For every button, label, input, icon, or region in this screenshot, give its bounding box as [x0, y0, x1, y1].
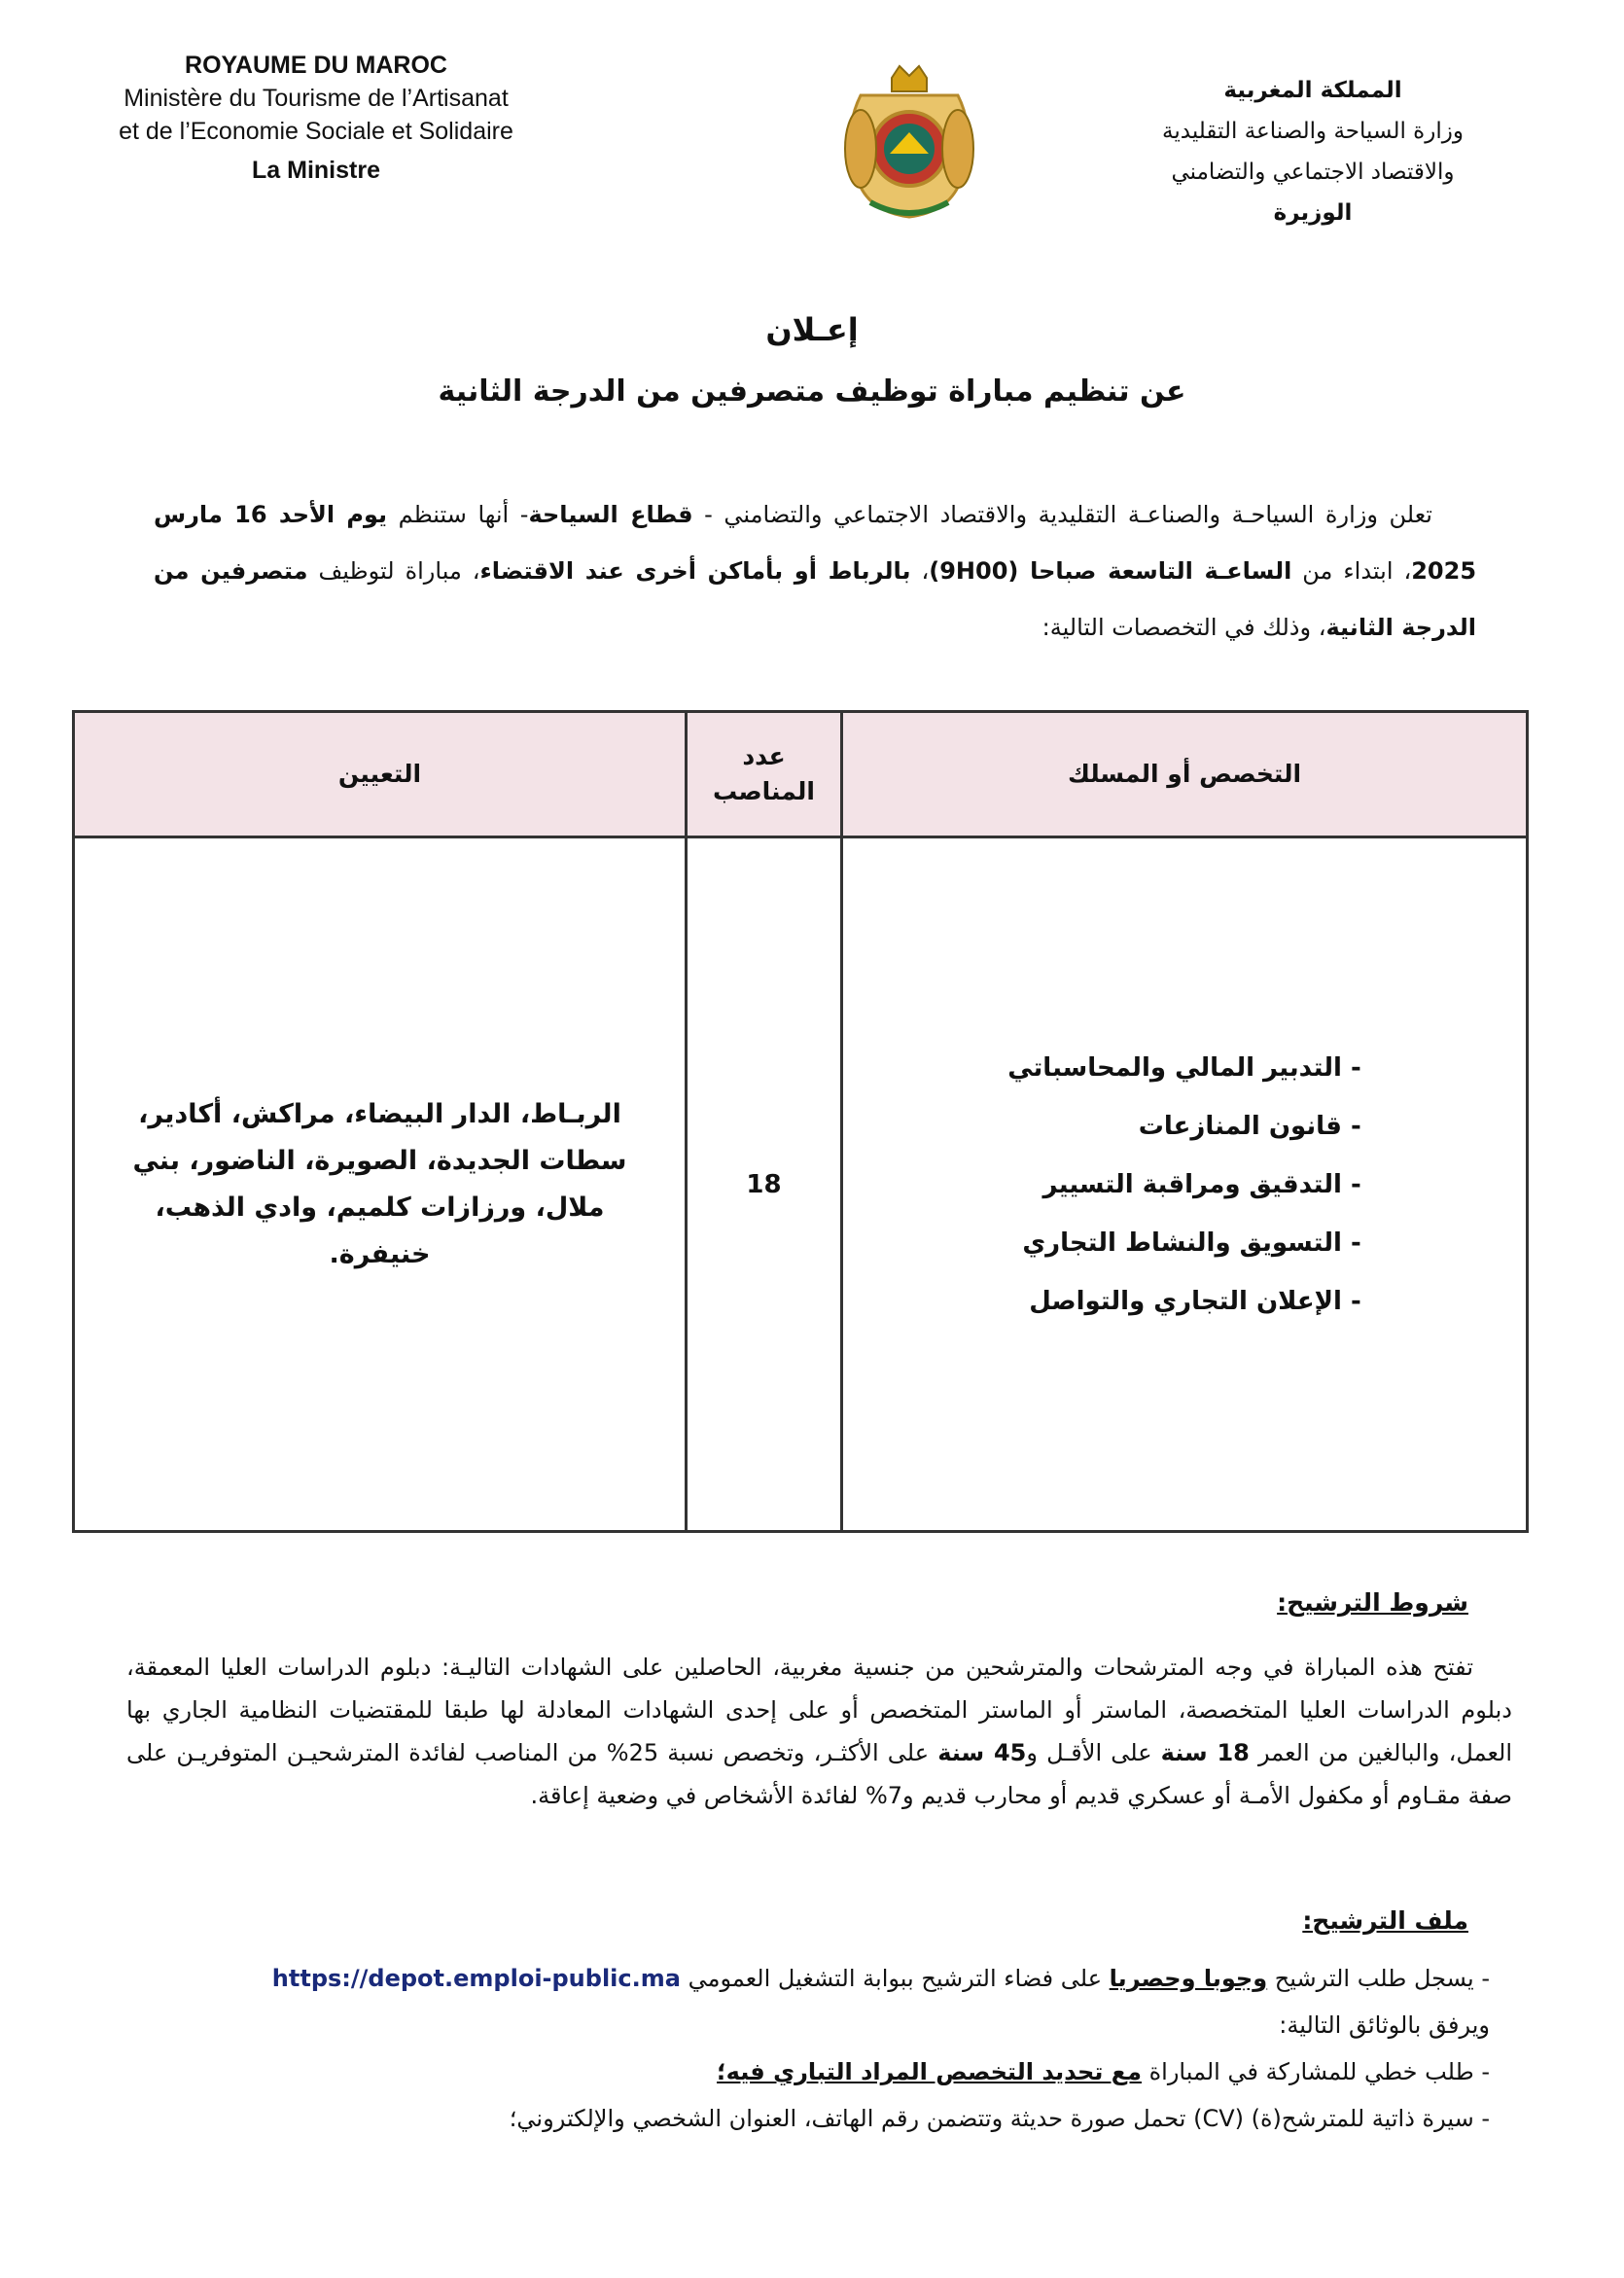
positions-table: [72, 710, 1529, 1533]
announcement-title: إعـلان: [765, 311, 859, 348]
assignment-cities: الربـاط، الدار البيضاء، مراكش، أكادير، سطات الجديدة، الصويرة، الناضور، بني ملال، ورزازات كلميم، وادي الذهب، خنيفرة.: [74, 837, 687, 1532]
kingdom-label-fr: ROYAUME DU MAROC: [185, 52, 447, 79]
conditions-paragraph: [126, 1646, 1512, 1817]
specialty-emphasis: مع تحديد التخصص المراد التباري فيه؛: [717, 2058, 1142, 2085]
file-line-3-text: - طلب خطي للمشاركة في المباراة: [1141, 2058, 1490, 2085]
intro-time: الساعـة التاسعة صباحا (9H00): [929, 557, 1292, 585]
specialty-item: - قانون المنازعات: [1138, 1111, 1361, 1141]
conditions-title: شروط الترشيح:: [1277, 1588, 1468, 1617]
intro-paragraph: [154, 486, 1476, 656]
file-line-3: [97, 2048, 1490, 2095]
intro-text-3: ، ابتداء من: [1291, 557, 1412, 585]
header-left-block: [88, 49, 545, 187]
conditions-text-2: على الأقـل و: [1026, 1739, 1161, 1766]
ministry-line2-ar: والاقتصاد الاجتماعي والتضامني: [1171, 160, 1455, 185]
mandatory-emphasis: وجوبا وحصريا: [1109, 1965, 1268, 1992]
age-max: 45 سنة: [937, 1739, 1027, 1766]
specialty-item: - الإعلان التجاري والتواصل: [1029, 1286, 1361, 1316]
header-right-block: [1109, 70, 1517, 233]
specialty-item: - التدقيق ومراقبة التسيير: [1042, 1169, 1361, 1199]
portal-link[interactable]: https://depot.emploi-public.ma: [271, 1965, 681, 1992]
table-header-row: [74, 712, 1528, 837]
intro-text-1: تعلن وزارة السياحـة والصناعـة التقليدية والاقتصاد الاجتماعي والتضامني -: [692, 501, 1432, 528]
header-assignment: التعيين: [74, 712, 687, 837]
table-row: [74, 837, 1528, 1532]
file-line-1-text-a: - يسجل طلب الترشيح: [1267, 1965, 1490, 1992]
specialty-item: - التسويق والنشاط التجاري: [1022, 1228, 1361, 1258]
intro-sector: قطاع السياحة: [528, 501, 693, 528]
ministry-line1-ar: وزارة السياحة والصناعة التقليدية: [1162, 119, 1464, 144]
header-specialty: التخصص أو المسلك: [842, 712, 1528, 837]
specialty-item: - التدبير المالي والمحاسباتي: [1007, 1052, 1361, 1083]
intro-grade: متصرفين من الدرجة الثانية: [154, 557, 1476, 641]
intro-text-5: ، مباراة لتوظيف: [307, 557, 480, 585]
announcement-subtitle: عن تنظيم مباراة توظيف متصرفين من الدرجة الثانية: [438, 374, 1186, 409]
ministry-line1-fr: Ministère du Tourisme de l’Artisanat: [124, 85, 509, 112]
ministry-line2-fr: et de l’Economie Sociale et Solidaire: [119, 118, 513, 145]
conditions-text-3: على الأكثـر، وتخصص نسبة 25% من المناصب لفائدة المترشحيـن المتوفريـن على صفة مقـاوم أو مكفول الأمـة أو عسكري قديم أو محارب قديم و7% لفائدة الأشخاص في وضعية إعاقة.: [126, 1739, 1512, 1809]
conditions-text-1: تفتح هذه المباراة في وجه المترشحات والمترشحين من جنسية مغربية، الحاصلين على الشهادات التاليـة: دبلوم الدراسات العليا المعمقة، دبلوم الدراسات العليا المتخصصة، الماستر أو الماستر المتخصص أو على إحدى الشهادات المعادلة لها طبقا للمقتضيات النظامية الجاري بها العمل، والبالغين من العمر: [126, 1654, 1512, 1766]
file-line-1-text-b: على فضاء الترشيح ببوابة التشغيل العمومي: [680, 1965, 1110, 1992]
intro-text-4: ،: [910, 557, 930, 585]
intro-text-6: ، وذلك في التخصصات التالية:: [1041, 614, 1326, 641]
minister-label-fr: La Ministre: [252, 157, 380, 184]
specialty-list: [1007, 1039, 1361, 1331]
intro-text-2: - أنها ستنظم: [387, 501, 529, 528]
file-requirements: [97, 1955, 1490, 2142]
coat-of-arms-emblem: [831, 56, 987, 227]
file-line-4: - سيرة ذاتية للمترشح(ة) (CV) تحمل صورة حديثة وتتضمن رقم الهاتف، العنوان الشخصي والإلكتروني؛: [509, 2105, 1490, 2132]
minister-label-ar: الوزيرة: [1273, 200, 1353, 226]
intro-date: يوم الأحد 16 مارس 2025: [154, 501, 1477, 585]
specialty-cell: [842, 837, 1528, 1532]
file-line-1: [97, 1955, 1490, 2002]
positions-count: 18: [687, 837, 842, 1532]
age-min: 18 سنة: [1160, 1739, 1250, 1766]
file-title: ملف الترشيح:: [1302, 1906, 1468, 1935]
header-count: عدد المناصب: [687, 712, 842, 837]
intro-place: بالرباط أو بأماكن أخرى عند الاقتضاء: [479, 557, 911, 585]
kingdom-label-ar: المملكة المغربية: [1223, 78, 1402, 103]
file-line-2: ويرفق بالوثائق التالية:: [1279, 2011, 1490, 2039]
